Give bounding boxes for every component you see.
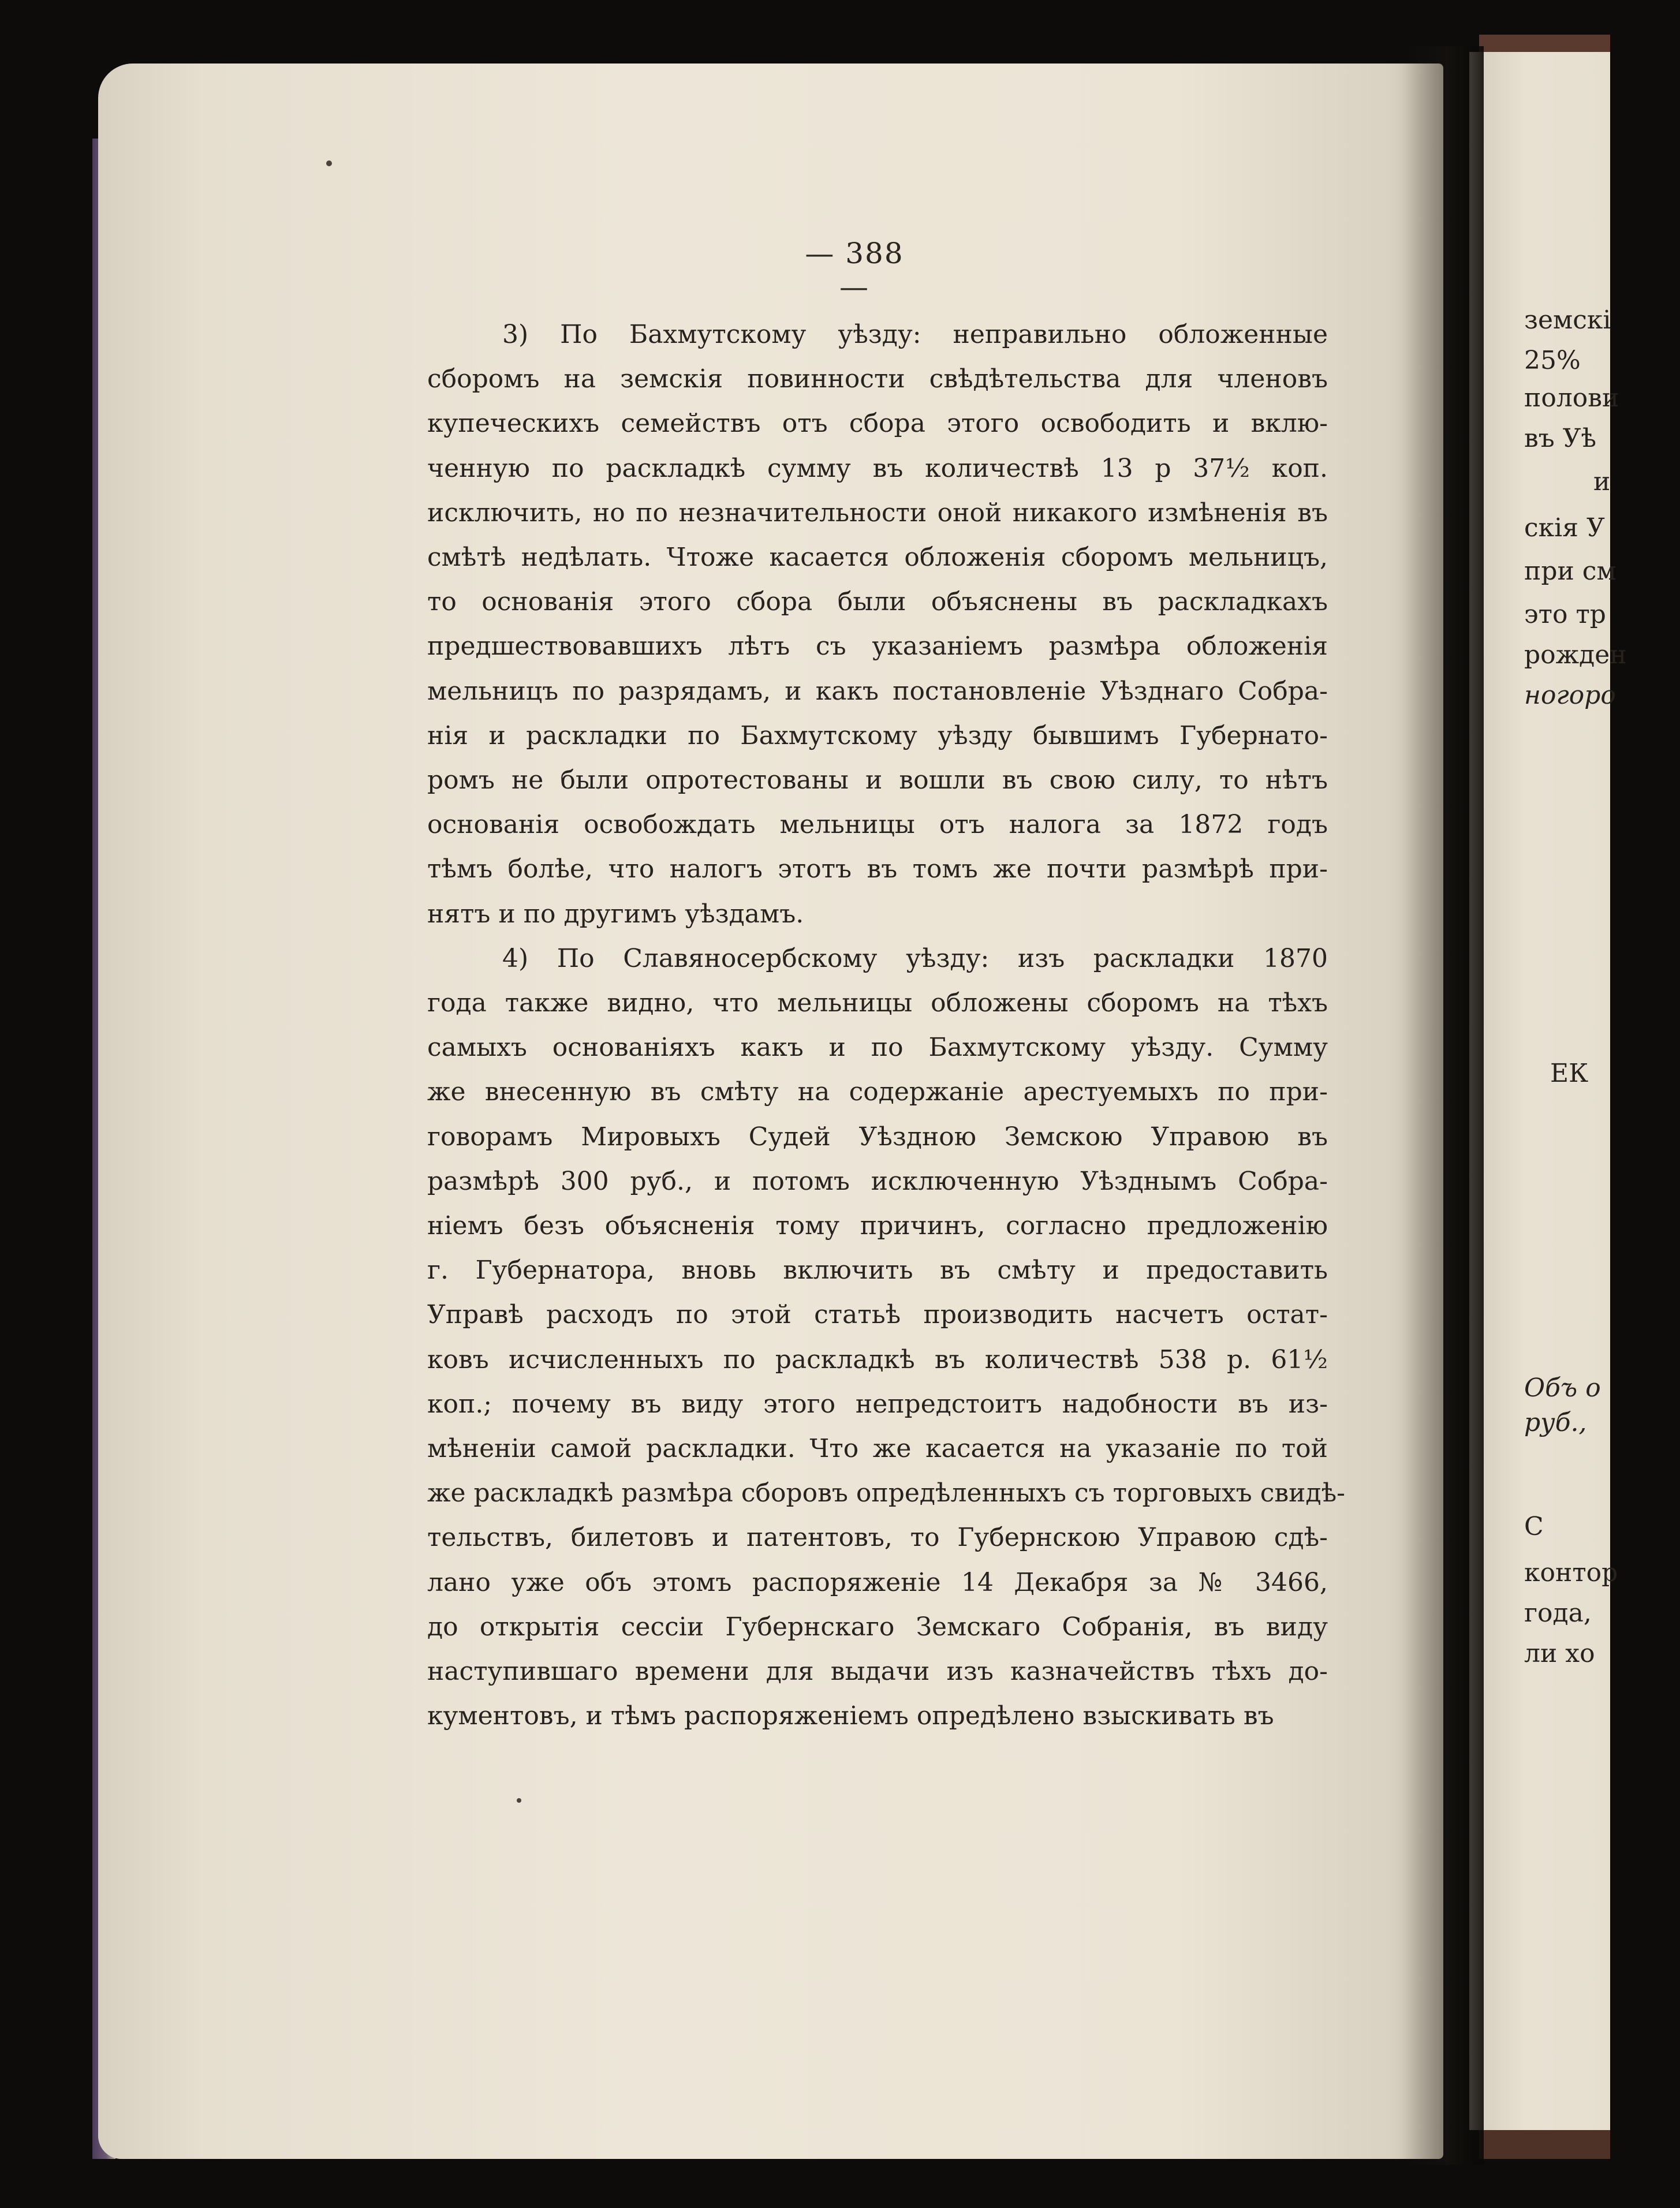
text-line: исключить, но по незначительности оной никакого измѣненія въ — [427, 498, 1328, 528]
text-line: нія и раскладки по Бахмутскому уѣзду бывшимъ Губернато- — [427, 720, 1328, 750]
text-line: же внесенную въ смѣту на содержаніе арестуемыхъ по при- — [427, 1077, 1328, 1107]
right-page-line: 25% — [1524, 346, 1581, 375]
text-line: сборомъ на земскія повинности свѣдѣтельства для членовъ — [427, 364, 1328, 394]
text-line: ковъ исчисленныхъ по раскладкѣ въ количествѣ 538 р. 61½ — [427, 1344, 1328, 1374]
right-page-line: въ Уѣ — [1524, 424, 1597, 453]
text-line: нятъ и по другимъ уѣздамъ. — [427, 899, 804, 929]
text-line: ромъ не были опротестованы и вошли въ свою силу, то нѣтъ — [427, 765, 1328, 795]
text-line: купеческихъ семействъ отъ сбора этого освободить и вклю- — [427, 409, 1328, 439]
text-line: г. Губернатора, вновь включить въ смѣту и предоставить — [427, 1256, 1328, 1286]
text-line: до открытія сессіи Губернскаго Земскаго Собранія, въ виду — [427, 1612, 1328, 1642]
text-line: то основанія этого сбора были объяснены въ раскладкахъ — [427, 587, 1328, 617]
right-page-line: руб., — [1524, 1408, 1587, 1437]
right-page-line: года, — [1524, 1598, 1592, 1628]
text-line: говорамъ Мировыхъ Судей Уѣздною Земскою Управою въ — [427, 1122, 1328, 1152]
right-page-line: при см — [1524, 556, 1616, 586]
text-line: тѣмъ болѣе, что налогъ этотъ въ томъ же почти размѣрѣ при- — [427, 854, 1328, 884]
right-page-line: полови — [1524, 383, 1619, 413]
page-number: — 388 — — [805, 237, 904, 304]
text-line: года также видно, что мельницы обложены сборомъ на тѣхъ — [427, 988, 1328, 1018]
right-page-line: контор — [1524, 1558, 1618, 1587]
right-page-line: С — [1524, 1512, 1544, 1541]
right-page-line: и — [1593, 467, 1611, 496]
text-line: смѣтѣ недѣлать. Чтоже касается обложенія сборомъ мельницъ, — [427, 543, 1328, 572]
right-page-line: это тр — [1524, 600, 1606, 629]
text-line: самыхъ основаніяхъ какъ и по Бахмутскому уѣзду. Сумму — [427, 1033, 1328, 1063]
right-page-line: ногоро — [1524, 681, 1616, 710]
text-line: размѣрѣ 300 руб., и потомъ исключенную Уѣзднымъ Собра- — [427, 1166, 1328, 1196]
right-page-line: Объ о — [1524, 1373, 1601, 1403]
spine-shadow — [1403, 46, 1484, 2165]
text-line: ченную по раскладкѣ сумму въ количествѣ 13 р 37½ коп. — [427, 453, 1328, 483]
text-line: ніемъ безъ объясненія тому причинъ, согласно предложенію — [427, 1211, 1328, 1241]
text-line: мѣненіи самой раскладки. Что же касается на указаніе по той — [427, 1434, 1328, 1463]
right-page-line: ЕК — [1550, 1059, 1589, 1088]
right-page-line: ли хо — [1524, 1639, 1595, 1668]
text-line: лано уже объ этомъ распоряженіе 14 Декабря за № 3466, — [427, 1567, 1328, 1597]
right-page-line: скія У — [1524, 513, 1605, 543]
text-line: тельствъ, билетовъ и патентовъ, то Губернскою Управою сдѣ- — [427, 1523, 1328, 1553]
right-page-line: земскі — [1524, 305, 1611, 335]
ink-speck — [326, 160, 332, 166]
text-line: мельницъ по разрядамъ, и какъ постановленіе Уѣзднаго Собра- — [427, 676, 1328, 706]
text-line: кументовъ, и тѣмъ распоряженіемъ опредѣлено взыскивать въ — [427, 1701, 1274, 1731]
text-line: Управѣ расходъ по этой статьѣ производить насчетъ остат- — [427, 1300, 1328, 1330]
text-line: основанія освобождать мельницы отъ налога за 1872 годъ — [427, 810, 1328, 840]
text-line: наступившаго времени для выдачи изъ казначействъ тѣхъ до- — [427, 1657, 1328, 1686]
text-line: 3) По Бахмутскому уѣзду: неправильно обложенные — [502, 320, 1328, 349]
text-line: предшествовавшихъ лѣтъ съ указаніемъ размѣра обложенія — [427, 632, 1328, 662]
text-line: 4) По Славяносербскому уѣзду: изъ раскладки 1870 — [502, 943, 1328, 973]
right-page-line: рожден — [1524, 640, 1627, 670]
text-line: коп.; почему въ виду этого непредстоитъ надобности въ из- — [427, 1389, 1328, 1419]
text-line: же раскладкѣ размѣра сборовъ опредѣленныхъ съ торговыхъ свидѣ- — [427, 1478, 1345, 1508]
ink-speck — [517, 1798, 521, 1803]
